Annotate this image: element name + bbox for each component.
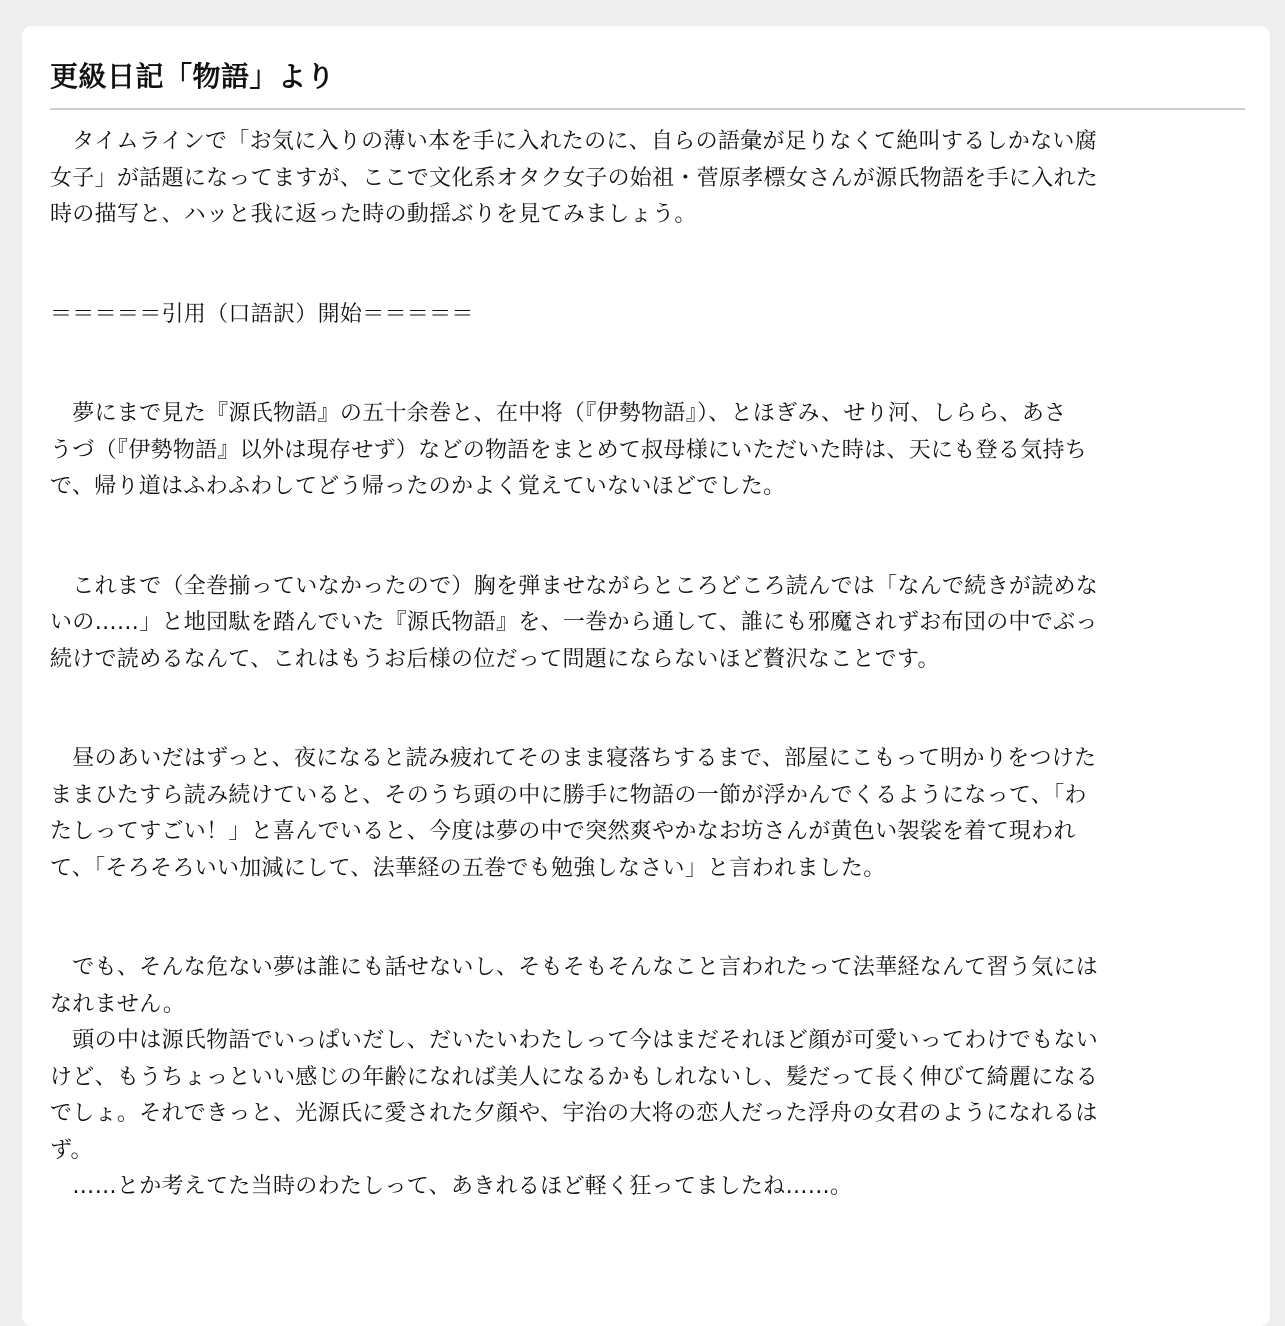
article-card bbox=[22, 26, 1270, 1326]
paragraph-gap bbox=[50, 678, 1242, 741]
text-line: ままひたすら読み続けていると、そのうち頭の中に勝手に物語の一節が浮かんでくるようになって、「わ bbox=[50, 782, 1087, 808]
article-body bbox=[50, 124, 1242, 1206]
title-divider bbox=[50, 108, 1245, 110]
text-line: 続けで読めるなんて、これはもうお后様の位だって問題にならないほど贅沢なことです。 bbox=[50, 646, 940, 672]
text-line: 女子」が話題になってますが、ここで文化系オタク女子の始祖・菅原孝標女さんが源氏物語を手に入れた bbox=[50, 165, 1099, 191]
text-line: たしってすごい！」と喜んでいると、今度は夢の中で突然爽やかなお坊さんが黄色い袈裟を着て現われ bbox=[50, 819, 1076, 844]
text-line: けど、もうちょっといい感じの年齢になれば美人になるかもしれないし、髪だって長く伸びて綺麗になる bbox=[50, 1064, 1099, 1090]
paragraph bbox=[50, 396, 1242, 506]
text-line: 時の描写と、ハッと我に返った時の動揺ぶりを見てみましょう。 bbox=[50, 202, 697, 227]
text-line: 頭の中は源氏物語でいっぱいだし、だいたいわたしって今はまだそれほど顔が可愛いってわけでもない bbox=[50, 1028, 1099, 1053]
text-line: ……とか考えてた当時のわたしって、あきれるほど軽く狂ってましたね……。 bbox=[50, 1174, 853, 1199]
text-line: でも、そんな危ない夢は誰にも話せないし、そもそもそんなこと言われたって法華経なんて習う気には bbox=[50, 955, 1099, 980]
text-line: いの……」と地団駄を踏んでいた『源氏物語』を、一巻から通して、誰にも邪魔されずお布団の中でぶっ bbox=[50, 610, 1098, 635]
text-line: て、「そろそろいい加減にして、法華経の五巻でも勉強しなさい」と言われました。 bbox=[50, 855, 886, 881]
paragraph bbox=[50, 741, 1242, 887]
text-line: で、帰り道はふわふわしてどう帰ったのかよく覚えていないほどでした。 bbox=[50, 474, 786, 499]
paragraph-gap bbox=[50, 887, 1242, 950]
article-title: 更級日記「物語」より bbox=[50, 60, 336, 93]
text-line: ＝＝＝＝＝引用（口語訳）開始＝＝＝＝＝ bbox=[50, 301, 474, 327]
text-line: 昼のあいだはずっと、夜になると読み疲れてそのまま寝落ちするまで、部屋にこもって明かりをつけた bbox=[50, 746, 1097, 771]
text-line: 夢にまで見た『源氏物語』の五十余巻と、在中将（『伊勢物語』）、とほぎみ、せり河、しらら、あさ bbox=[50, 401, 1067, 426]
text-line: これまで（全巻揃っていなかったので）胸を弾ませながらところどころ読んでは「なんで続きが読めな bbox=[50, 573, 1099, 599]
paragraph-gap bbox=[50, 506, 1242, 569]
text-line: でしょ。それできっと、光源氏に愛された夕顔や、宇治の大将の恋人だった浮舟の女君のようになれるは bbox=[50, 1101, 1098, 1126]
text-line: なれません。 bbox=[50, 991, 186, 1017]
paragraph-gap bbox=[50, 234, 1242, 297]
text-line: ず。 bbox=[50, 1137, 93, 1163]
text-line: タイムラインで「お気に入りの薄い本を手に入れたのに、自らの語彙が足りなくて絶叫するしかない腐 bbox=[50, 129, 1098, 154]
text-line: うづ（『伊勢物語』以外は現存せず）などの物語をまとめて叔母様にいただいた時は、天にも登る気持ち bbox=[50, 437, 1088, 463]
paragraph bbox=[50, 569, 1242, 679]
paragraph-gap bbox=[50, 333, 1242, 396]
paragraph bbox=[50, 950, 1242, 1206]
paragraph bbox=[50, 297, 1242, 334]
paragraph bbox=[50, 124, 1242, 234]
